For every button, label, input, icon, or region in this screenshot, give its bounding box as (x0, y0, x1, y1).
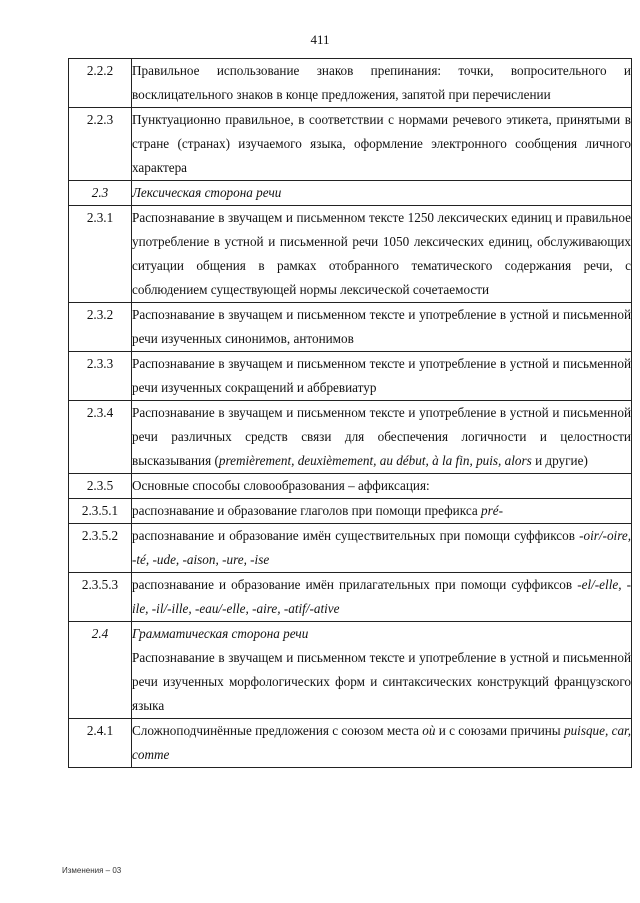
section-number: 2.3.5.1 (69, 499, 132, 524)
section-body (132, 524, 631, 572)
text-run: Правильное использование знаков препинания: точки, вопросительного и восклицательного знаков в конце предложения, запятой при перечислении (132, 63, 631, 102)
section-number: 2.3.2 (69, 303, 132, 352)
text-run: Распознавание в звучащем и письменном тексте и употребление в устной и письменной речи изученных синонимов, антонимов (132, 307, 631, 346)
table-row (69, 622, 632, 719)
section-text (132, 206, 632, 303)
table-row (69, 352, 632, 401)
table-row (69, 401, 632, 474)
section-body (132, 108, 631, 180)
section-heading: Грамматическая сторона речи (132, 626, 309, 641)
table-row (69, 59, 632, 108)
section-body (132, 352, 631, 400)
section-number: 2.3.5.3 (69, 573, 132, 622)
italic-text-run: où (422, 723, 436, 738)
section-text (132, 181, 632, 206)
text-run: распознавание и образование глаголов при помощи префикса (132, 503, 481, 518)
section-body (132, 646, 631, 718)
section-number: 2.3.5 (69, 474, 132, 499)
text-run: Сложноподчинённые предложения с союзом места (132, 723, 423, 738)
section-number: 2.2.3 (69, 108, 132, 181)
text-run: Распознавание в звучащем и письменном тексте 1250 лексических единиц и правильное употребление в устной и письменной речи 1050 лексических единиц, обслуживающих ситуации общения в рамках отобранного тематического содержания речи, с соблюдением существующей нормы лексической сочетаемости (132, 210, 631, 297)
italic-text-run: premièrement, deuxièmement, au début, à la fin, puis, alors (218, 453, 532, 468)
section-text (132, 108, 632, 181)
text-run: распознавание и образование имён прилагательных при помощи суффиксов (132, 577, 578, 592)
section-body (132, 499, 631, 523)
table-row (69, 206, 632, 303)
section-body (132, 401, 631, 473)
text-run: Распознавание в звучащем и письменном тексте и употребление в устной и письменной речи изученных морфологических форм и синтаксических конструкций французского языка (132, 650, 631, 713)
section-number: 2.4.1 (69, 719, 132, 768)
section-number: 2.3 (69, 181, 132, 206)
section-body (132, 181, 631, 205)
section-text (132, 59, 632, 108)
section-text (132, 524, 632, 573)
italic-text-run: pré- (480, 503, 503, 518)
text-run: распознавание и образование имён существительных при помощи суффиксов (132, 528, 580, 543)
section-number: 2.3.5.2 (69, 524, 132, 573)
footer-note: Изменения – 03 (62, 866, 122, 875)
section-body (132, 719, 631, 767)
text-run: Распознавание в звучащем и письменном тексте и употребление в устной и письменной речи различных средств связи для обеспечения логичности и целостности высказывания ( (132, 405, 631, 468)
text-run: Основные способы словообразования – аффиксация: (132, 478, 430, 493)
table-row (69, 719, 632, 768)
text-run: и с союзами причины (435, 723, 564, 738)
table-row (69, 573, 632, 622)
section-number: 2.2.2 (69, 59, 132, 108)
section-number: 2.4 (69, 622, 132, 719)
table-body (69, 59, 632, 768)
section-body (132, 474, 631, 498)
section-body (132, 573, 631, 621)
section-text (132, 474, 632, 499)
table-row (69, 524, 632, 573)
section-text (132, 352, 632, 401)
section-text (132, 499, 632, 524)
section-text (132, 401, 632, 474)
italic-text-run: puisque, car, comme (132, 723, 631, 762)
table-row (69, 181, 632, 206)
section-number: 2.3.4 (69, 401, 132, 474)
text-run: и другие) (531, 453, 588, 468)
section-body (132, 206, 631, 302)
text-run: Пунктуационно правильное, в соответствии с нормами речевого этикета, принятыми в стране (странах) изучаемого языка, оформление электронного сообщения личного характера (132, 112, 631, 175)
section-text (132, 719, 632, 768)
section-body (132, 59, 631, 107)
table-row (69, 474, 632, 499)
section-number: 2.3.3 (69, 352, 132, 401)
table-row (69, 303, 632, 352)
section-text (132, 573, 632, 622)
table-row (69, 108, 632, 181)
italic-text-run: -oir/-oire, -té, -ude, -aison, -ure, -ise (132, 528, 631, 567)
italic-text-run: -el/-elle, -ile, -il/-ille, -eau/-elle, -aire, -atif/-ative (132, 577, 631, 616)
italic-text-run: Лексическая сторона речи (132, 185, 282, 200)
section-text (132, 622, 632, 719)
table-row (69, 499, 632, 524)
content-table (68, 58, 632, 768)
section-number: 2.3.1 (69, 206, 132, 303)
text-run: Распознавание в звучащем и письменном тексте и употребление в устной и письменной речи изученных сокращений и аббревиатур (132, 356, 631, 395)
section-text (132, 303, 632, 352)
section-body (132, 303, 631, 351)
page-number: 411 (310, 32, 330, 47)
